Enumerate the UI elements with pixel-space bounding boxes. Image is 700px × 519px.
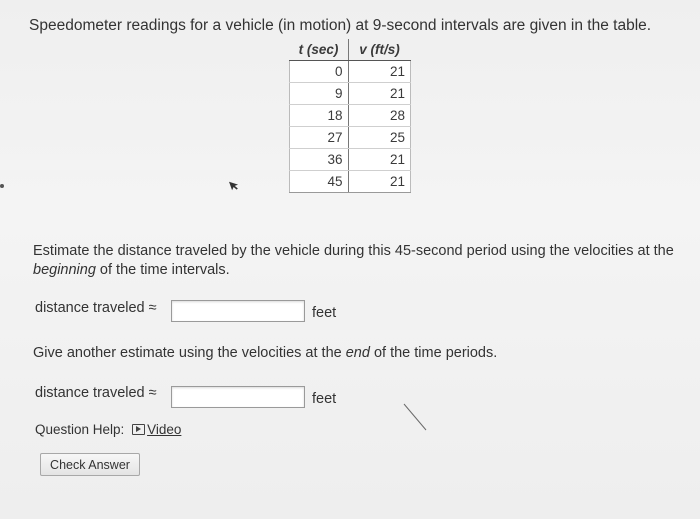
velocity-cell: 21 xyxy=(348,83,411,105)
distance-label-2: distance traveled ≈ xyxy=(35,385,157,401)
velocity-cell: 25 xyxy=(348,127,411,149)
table-row xyxy=(290,127,411,149)
time-cell: 9 xyxy=(290,83,349,105)
video-play-icon[interactable] xyxy=(132,424,145,435)
time-cell: 0 xyxy=(290,61,349,83)
video-help-link[interactable]: Video xyxy=(147,422,182,437)
mouse-pointer-icon xyxy=(228,178,243,196)
table-header-velocity: v (ft/s) xyxy=(348,39,411,61)
instruction-beginning xyxy=(33,242,683,280)
distance-input-end[interactable] xyxy=(171,386,305,408)
instruction-text: Estimate the distance traveled by the vehicle during this 45-second period using the velocities at the xyxy=(33,243,674,259)
velocity-cell: 21 xyxy=(348,149,411,171)
velocity-cell: 21 xyxy=(348,171,411,193)
table-row xyxy=(290,61,411,83)
distance-label-1: distance traveled ≈ xyxy=(35,300,157,316)
velocity-cell: 21 xyxy=(348,61,411,83)
table-row xyxy=(290,83,411,105)
table-row xyxy=(290,171,411,193)
instruction-end xyxy=(33,345,497,361)
speed-data-table xyxy=(289,39,411,193)
instruction-emphasis: end xyxy=(345,345,370,361)
instruction-text: of the time intervals. xyxy=(95,262,230,278)
velocity-cell: 28 xyxy=(348,105,411,127)
table-row xyxy=(290,105,411,127)
distance-input-beginning[interactable] xyxy=(171,300,305,322)
time-cell: 27 xyxy=(290,127,349,149)
instruction-text: Give another estimate using the velocities at the xyxy=(33,345,346,361)
instruction-emphasis: beginning xyxy=(33,262,96,278)
question-prompt: Speedometer readings for a vehicle (in motion) at 9-second intervals are given in the table. xyxy=(29,17,652,34)
help-label: Question Help: xyxy=(35,422,125,437)
edge-artifact xyxy=(0,184,4,188)
time-cell: 36 xyxy=(290,149,349,171)
unit-label-2: feet xyxy=(312,391,337,407)
table-header-time: t (sec) xyxy=(290,39,349,61)
instruction-text: of the time periods. xyxy=(369,345,498,361)
time-cell: 18 xyxy=(290,105,349,127)
table-row xyxy=(290,149,411,171)
unit-label-1: feet xyxy=(312,305,337,321)
check-answer-button[interactable]: Check Answer xyxy=(40,453,140,476)
question-help xyxy=(35,422,181,437)
table-header-row xyxy=(290,39,411,61)
time-cell: 45 xyxy=(290,171,349,193)
